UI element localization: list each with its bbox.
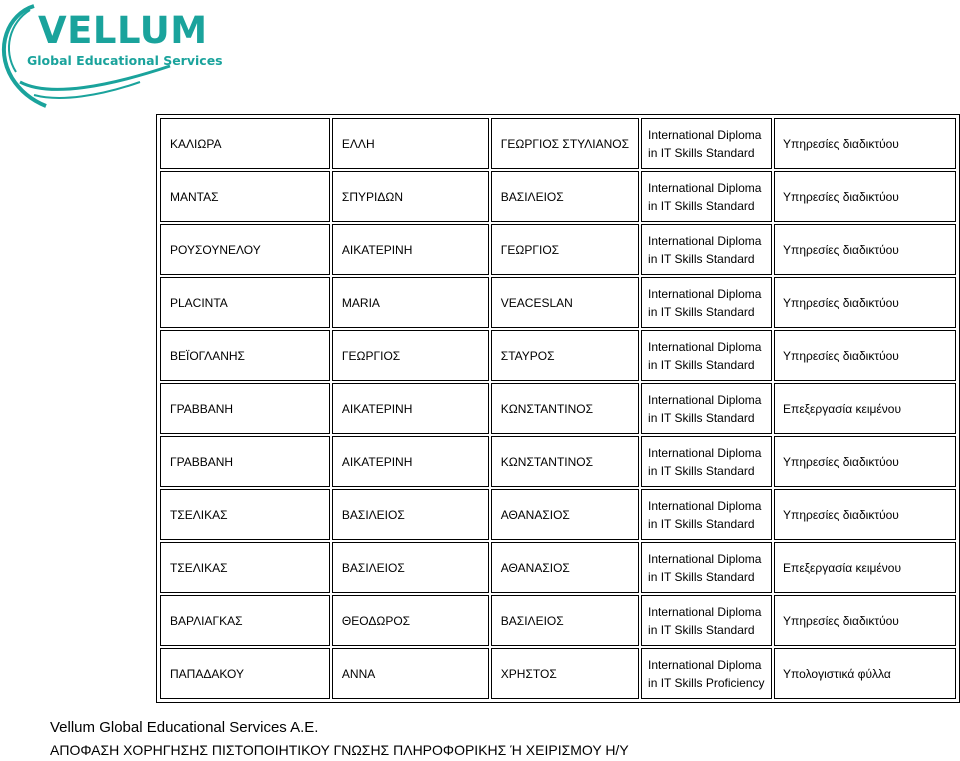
diploma-line2: in IT Skills Standard xyxy=(648,304,755,319)
table-row xyxy=(160,648,956,699)
diploma-line1: International Diploma xyxy=(648,445,762,460)
module-cell: Υπηρεσίες διαδικτύου xyxy=(774,595,956,646)
surname-cell: ΡΟΥΣΟΥΝΕΛΟΥ xyxy=(160,224,330,275)
diploma-cell xyxy=(641,330,772,381)
first-name-cell: MARIA xyxy=(332,277,489,328)
module-cell: Επεξεργασία κειμένου xyxy=(774,542,956,593)
diploma-line1: International Diploma xyxy=(648,657,762,672)
table-row xyxy=(160,383,956,434)
first-name-cell: ΓΕΩΡΓΙΟΣ xyxy=(332,330,489,381)
father-name-cell: ΒΑΣΙΛΕΙΟΣ xyxy=(491,171,639,222)
vellum-logo xyxy=(0,0,230,115)
first-name-cell: ΑΝΝΑ xyxy=(332,648,489,699)
table-row xyxy=(160,224,956,275)
diploma-line2: in IT Skills Standard xyxy=(648,569,755,584)
father-name-cell: ΚΩΝΣΤΑΝΤΙΝΟΣ xyxy=(491,383,639,434)
diploma-line1: International Diploma xyxy=(648,604,762,619)
diploma-line2: in IT Skills Standard xyxy=(648,516,755,531)
table-row xyxy=(160,277,956,328)
diploma-cell xyxy=(641,436,772,487)
father-name-cell: ΓΕΩΡΓΙΟΣ xyxy=(491,224,639,275)
module-cell: Υπηρεσίες διαδικτύου xyxy=(774,277,956,328)
surname-cell: ΜΑΝΤΑΣ xyxy=(160,171,330,222)
diploma-line1: International Diploma xyxy=(648,551,762,566)
module-cell: Υπηρεσίες διαδικτύου xyxy=(774,436,956,487)
first-name-cell: ΒΑΣΙΛΕΙΟΣ xyxy=(332,542,489,593)
father-name-cell: VEACESLAN xyxy=(491,277,639,328)
diploma-cell xyxy=(641,595,772,646)
module-cell: Υπηρεσίες διαδικτύου xyxy=(774,330,956,381)
diploma-line2: in IT Skills Standard xyxy=(648,251,755,266)
father-name-cell: ΚΩΝΣΤΑΝΤΙΝΟΣ xyxy=(491,436,639,487)
diploma-cell xyxy=(641,542,772,593)
surname-cell: ΓΡΑΒΒΑΝΗ xyxy=(160,436,330,487)
logo-subtitle: Global Educational Services xyxy=(27,53,223,68)
diploma-cell xyxy=(641,648,772,699)
table-row xyxy=(160,118,956,169)
diploma-cell xyxy=(641,118,772,169)
diploma-line1: International Diploma xyxy=(648,180,762,195)
diploma-line2: in IT Skills Proficiency xyxy=(648,675,765,690)
diploma-line2: in IT Skills Standard xyxy=(648,198,755,213)
first-name-cell: ΘΕΟΔΩΡΟΣ xyxy=(332,595,489,646)
diploma-line2: in IT Skills Standard xyxy=(648,622,755,637)
surname-cell: ΒΕΪΟΓΛΑΝΗΣ xyxy=(160,330,330,381)
diploma-cell xyxy=(641,224,772,275)
first-name-cell: ΒΑΣΙΛΕΙΟΣ xyxy=(332,489,489,540)
diploma-cell xyxy=(641,277,772,328)
surname-cell: ΤΣΕΛΙΚΑΣ xyxy=(160,542,330,593)
surname-cell: ΤΣΕΛΙΚΑΣ xyxy=(160,489,330,540)
footer-company: Vellum Global Educational Services A.E. xyxy=(50,719,319,736)
father-name-cell: ΓΕΩΡΓΙΟΣ ΣΤΥΛΙΑΝΟΣ xyxy=(491,118,639,169)
module-cell: Υπηρεσίες διαδικτύου xyxy=(774,118,956,169)
module-cell: Υπηρεσίες διαδικτύου xyxy=(774,489,956,540)
diploma-cell xyxy=(641,383,772,434)
diploma-line2: in IT Skills Standard xyxy=(648,410,755,425)
surname-cell: ΓΡΑΒΒΑΝΗ xyxy=(160,383,330,434)
diploma-line1: International Diploma xyxy=(648,339,762,354)
first-name-cell: ΣΠΥΡΙΔΩΝ xyxy=(332,171,489,222)
diploma-cell xyxy=(641,171,772,222)
module-cell: Υπηρεσίες διαδικτύου xyxy=(774,171,956,222)
diploma-line1: International Diploma xyxy=(648,498,762,513)
table-row xyxy=(160,595,956,646)
father-name-cell: ΑΘΑΝΑΣΙΟΣ xyxy=(491,489,639,540)
diploma-line1: International Diploma xyxy=(648,286,762,301)
surname-cell: ΚΑΛΙΩΡΑ xyxy=(160,118,330,169)
father-name-cell: ΣΤΑΥΡΟΣ xyxy=(491,330,639,381)
diploma-line1: International Diploma xyxy=(648,392,762,407)
certificates-table xyxy=(156,114,960,703)
table-row xyxy=(160,171,956,222)
diploma-line2: in IT Skills Standard xyxy=(648,463,755,478)
table-row xyxy=(160,330,956,381)
father-name-cell: ΑΘΑΝΑΣΙΟΣ xyxy=(491,542,639,593)
module-cell: Επεξεργασία κειμένου xyxy=(774,383,956,434)
father-name-cell: ΧΡΗΣΤΟΣ xyxy=(491,648,639,699)
table-row xyxy=(160,436,956,487)
diploma-line1: International Diploma xyxy=(648,233,762,248)
first-name-cell: ΕΛΛΗ xyxy=(332,118,489,169)
module-cell: Υπολογιστικά φύλλα xyxy=(774,648,956,699)
first-name-cell: ΑΙΚΑΤΕΡΙΝΗ xyxy=(332,383,489,434)
diploma-line2: in IT Skills Standard xyxy=(648,357,755,372)
diploma-line2: in IT Skills Standard xyxy=(648,145,755,160)
surname-cell: ΠΑΠΑΔΑΚΟΥ xyxy=(160,648,330,699)
module-cell: Υπηρεσίες διαδικτύου xyxy=(774,224,956,275)
first-name-cell: ΑΙΚΑΤΕΡΙΝΗ xyxy=(332,436,489,487)
footer-decision-title: ΑΠΟΦΑΣΗ ΧΟΡΗΓΗΣΗΣ ΠΙΣΤΟΠΟΙΗΤΙΚΟΥ ΓΝΩΣΗΣ ΠΛΗΡΟΦΟΡΙΚΗΣ Ή ΧΕΙΡΙΣΜΟΥ Η/Υ xyxy=(50,742,629,758)
surname-cell: PLACINTA xyxy=(160,277,330,328)
surname-cell: ΒΑΡΛΙΑΓΚΑΣ xyxy=(160,595,330,646)
diploma-cell xyxy=(641,489,772,540)
diploma-line1: International Diploma xyxy=(648,127,762,142)
father-name-cell: ΒΑΣΙΛΕΙΟΣ xyxy=(491,595,639,646)
first-name-cell: ΑΙΚΑΤΕΡΙΝΗ xyxy=(332,224,489,275)
table-row xyxy=(160,489,956,540)
logo-title: VELLUM xyxy=(38,9,208,52)
table-row xyxy=(160,542,956,593)
